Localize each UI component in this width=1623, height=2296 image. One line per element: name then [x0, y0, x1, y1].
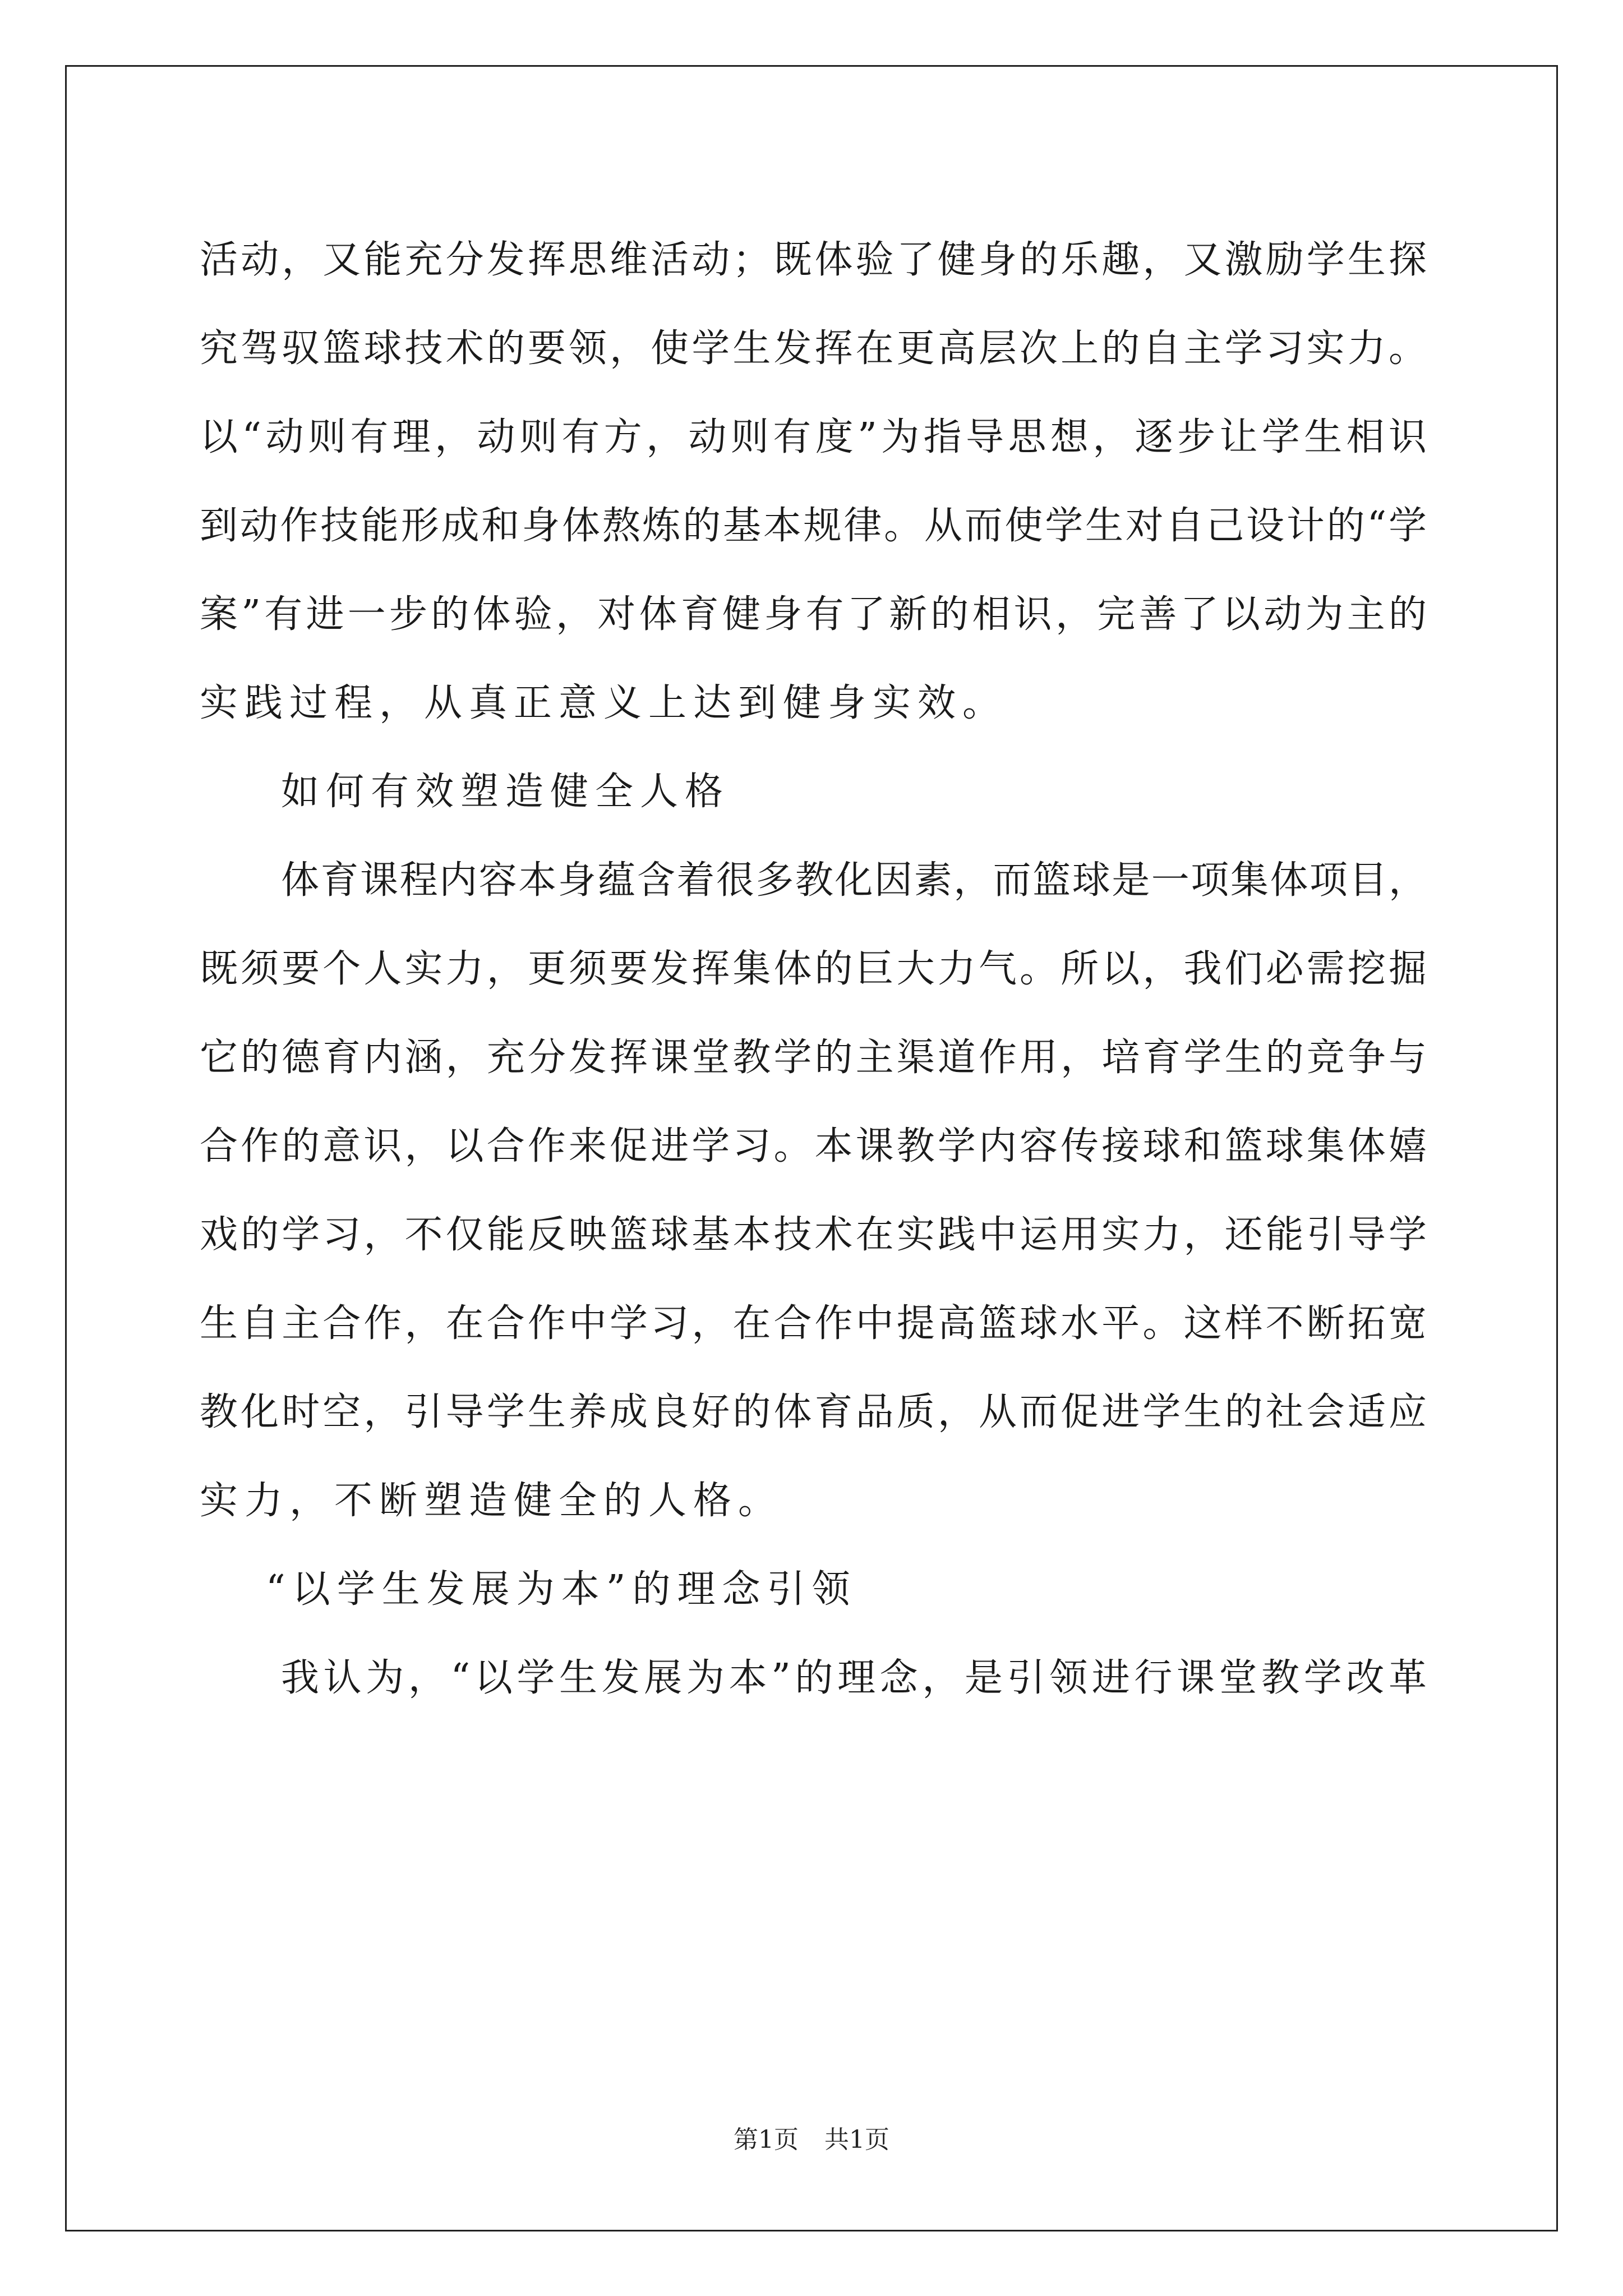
paragraph-line: 戏的学习，不仅能反映篮球基本技术在实践中运用实力，还能引导学: [200, 1213, 1428, 1257]
document-body: [200, 216, 1428, 1723]
paragraph-line: 到动作技能形成和身体熬炼的基本规律。从而使学生对自己设计的“学: [200, 504, 1428, 548]
paragraph-line: 究驾驭篮球技术的要领，使学生发挥在更高层次上的自主学习实力。: [200, 326, 1428, 371]
paragraph-line: 生自主合作，在合作中学习，在合作中提高篮球水平。这样不断拓宽: [200, 1301, 1428, 1346]
section-heading: “以学生发展为本”的理念引领: [266, 1567, 857, 1612]
page-total: 共1页: [824, 2125, 889, 2154]
paragraph-line: 既须要个人实力，更须要发挥集体的巨大力气。所以，我们必需挖掘: [200, 947, 1428, 991]
paragraph-line: 体育课程内容本身蕴含着很多教化因素，而篮球是一项集体项目，: [281, 858, 1428, 903]
paragraph-line: 实践过程，从真正意义上达到健身实效。: [200, 681, 1008, 725]
paragraph-line: 教化时空，引导学生养成良好的体育品质，从而促进学生的社会适应: [200, 1390, 1428, 1434]
page-number: 第1页: [734, 2125, 799, 2154]
paragraph-line: 合作的意识，以合作来促进学习。本课教学内容传接球和篮球集体嬉: [200, 1124, 1428, 1168]
paragraph-line: 以“动则有理，动则有方，动则有度”为指导思想，逐步让学生相识: [200, 415, 1428, 459]
paragraph-line: 案”有进一步的体验，对体育健身有了新的相识，完善了以动为主的: [200, 592, 1428, 637]
paragraph-line: 实力，不断塑造健全的人格。: [200, 1479, 783, 1523]
paragraph-line: 我认为，“以学生发展为本”的理念，是引领进行课堂教学改革: [281, 1656, 1428, 1700]
paragraph-line: 活动，又能充分发挥思维活动；既体验了健身的乐趣，又激励学生探: [200, 238, 1428, 282]
paragraph-line: 它的德育内涵，充分发挥课堂教学的主渠道作用，培育学生的竞争与: [200, 1036, 1428, 1080]
section-heading: 如何有效塑造健全人格: [281, 770, 730, 814]
page-footer: [0, 2123, 1623, 2157]
